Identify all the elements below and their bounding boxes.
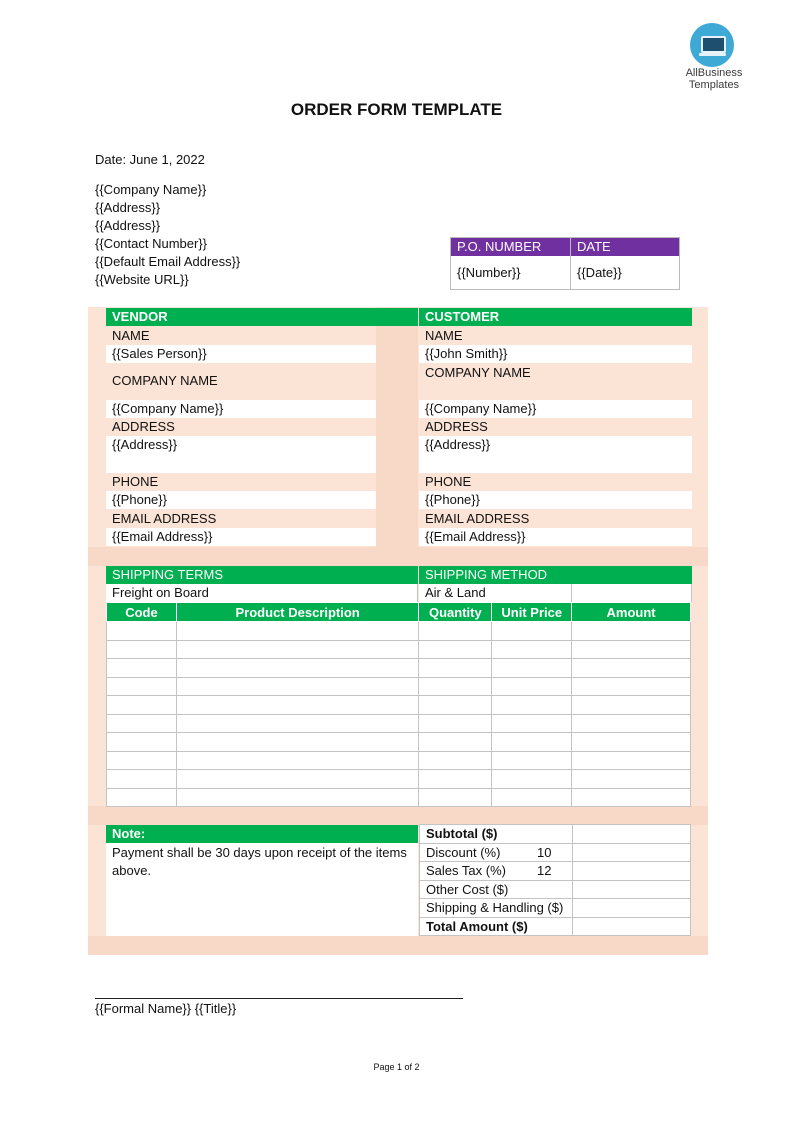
- item-description-cell[interactable]: [176, 659, 419, 678]
- item-unit-price-cell[interactable]: [492, 788, 572, 807]
- address-line-1: {{Address}}: [95, 200, 161, 215]
- item-quantity-cell[interactable]: [419, 751, 492, 770]
- logo-text: [672, 67, 756, 91]
- item-amount-cell[interactable]: [572, 733, 691, 752]
- item-amount-cell[interactable]: [572, 622, 691, 641]
- item-description-cell[interactable]: [176, 770, 419, 789]
- item-quantity-cell[interactable]: [419, 788, 492, 807]
- page-footer: Page 1 of 2: [373, 1062, 420, 1072]
- website-line: {{Website URL}}: [95, 272, 189, 287]
- date-line: Date: June 1, 2022: [95, 152, 205, 167]
- logo-line-1: AllBusiness: [685, 67, 743, 79]
- item-quantity-cell[interactable]: [419, 622, 492, 641]
- item-code-cell[interactable]: [107, 640, 177, 659]
- item-amount-cell[interactable]: [572, 677, 691, 696]
- item-amount-cell[interactable]: [572, 640, 691, 659]
- contact-number-line: {{Contact Number}}: [95, 236, 208, 251]
- vendor-name-field[interactable]: {{Sales Person}}: [106, 345, 376, 363]
- item-description-cell[interactable]: [176, 640, 419, 659]
- item-amount-cell[interactable]: [572, 788, 691, 807]
- date-header: DATE: [577, 239, 611, 254]
- table-row: [107, 714, 691, 733]
- customer-address-field[interactable]: {{Address}}: [419, 436, 692, 473]
- item-amount-cell[interactable]: [572, 659, 691, 678]
- item-unit-price-cell[interactable]: [492, 622, 572, 641]
- customer-company-field[interactable]: {{Company Name}}: [419, 400, 692, 418]
- item-code-cell[interactable]: [107, 788, 177, 807]
- item-unit-price-cell[interactable]: [492, 714, 572, 733]
- sales-tax-value[interactable]: [572, 862, 690, 881]
- table-row: [107, 640, 691, 659]
- address-line-2: {{Address}}: [95, 218, 161, 233]
- item-description-cell[interactable]: [176, 733, 419, 752]
- item-quantity-cell[interactable]: [419, 659, 492, 678]
- item-unit-price-cell[interactable]: [492, 751, 572, 770]
- discount-label: Discount (%): [426, 844, 501, 860]
- laptop-icon: [701, 36, 726, 53]
- table-row: [107, 751, 691, 770]
- item-code-cell[interactable]: [107, 622, 177, 641]
- item-amount-cell[interactable]: [572, 751, 691, 770]
- item-description-cell[interactable]: [176, 696, 419, 715]
- column-header-quantity: Quantity: [419, 603, 492, 622]
- shipping-terms-field[interactable]: Freight on Board: [106, 584, 418, 602]
- table-row: [107, 677, 691, 696]
- table-row: [107, 733, 691, 752]
- vendor-company-label: COMPANY NAME: [112, 373, 218, 388]
- item-code-cell[interactable]: [107, 677, 177, 696]
- po-number-field[interactable]: {{Number}}: [451, 256, 571, 289]
- item-unit-price-cell[interactable]: [492, 640, 572, 659]
- other-cost-label: Other Cost ($): [420, 880, 573, 899]
- item-code-cell[interactable]: [107, 770, 177, 789]
- item-description-cell[interactable]: [176, 751, 419, 770]
- spacer-bar: [88, 806, 708, 825]
- customer-name-label: NAME: [425, 328, 463, 343]
- column-header-unit-price: Unit Price: [492, 603, 572, 622]
- item-quantity-cell[interactable]: [419, 733, 492, 752]
- subtotal-label: Subtotal ($): [420, 825, 573, 844]
- item-description-cell[interactable]: [176, 677, 419, 696]
- page-title: ORDER FORM TEMPLATE: [290, 100, 503, 119]
- item-unit-price-cell[interactable]: [492, 696, 572, 715]
- item-quantity-cell[interactable]: [419, 677, 492, 696]
- company-name-line: {{Company Name}}: [95, 182, 207, 197]
- customer-address-label: ADDRESS: [425, 419, 488, 434]
- column-header-description: Product Description: [176, 603, 419, 622]
- customer-header: CUSTOMER: [419, 308, 692, 326]
- subtotal-value[interactable]: [572, 825, 690, 844]
- sales-tax-cell: [420, 862, 573, 881]
- po-number-header: P.O. NUMBER: [451, 238, 571, 256]
- column-header-code: Code: [107, 603, 177, 622]
- column-header-amount: Amount: [572, 603, 691, 622]
- table-row: [107, 622, 691, 641]
- item-quantity-cell[interactable]: [419, 696, 492, 715]
- customer-phone-field[interactable]: {{Phone}}: [419, 491, 692, 509]
- vendor-phone-field[interactable]: {{Phone}}: [106, 491, 376, 509]
- email-line: {{Default Email Address}}: [95, 254, 241, 269]
- table-row: [107, 659, 691, 678]
- shipping-method-header: SHIPPING METHOD: [419, 566, 692, 584]
- total-amount-row: [420, 917, 691, 936]
- item-amount-cell[interactable]: [572, 714, 691, 733]
- sales-tax-rate[interactable]: 12: [537, 863, 552, 879]
- shipping-extra-field[interactable]: [572, 584, 692, 602]
- total-amount-value[interactable]: [572, 917, 690, 936]
- shipping-terms-header: SHIPPING TERMS: [106, 566, 418, 584]
- item-description-cell[interactable]: [176, 622, 419, 641]
- items-header-row: [107, 603, 691, 622]
- vendor-email-label: EMAIL ADDRESS: [112, 511, 217, 526]
- item-unit-price-cell[interactable]: [492, 770, 572, 789]
- item-quantity-cell[interactable]: [419, 714, 492, 733]
- customer-name-field[interactable]: {{John Smith}}: [419, 345, 692, 363]
- customer-email-field[interactable]: {{Email Address}}: [419, 528, 692, 546]
- spacer-bar: [88, 936, 708, 955]
- discount-row: [420, 843, 691, 862]
- shipping-handling-value[interactable]: [572, 899, 690, 918]
- items-table: [106, 602, 691, 807]
- item-code-cell[interactable]: [107, 733, 177, 752]
- customer-email-label: EMAIL ADDRESS: [425, 511, 530, 526]
- customer-phone-label: PHONE: [425, 474, 472, 489]
- shipping-method-field[interactable]: Air & Land: [419, 584, 572, 602]
- discount-cell: [420, 843, 573, 862]
- customer-company-label: COMPANY NAME: [425, 365, 531, 380]
- subtotal-row: [420, 825, 691, 844]
- item-unit-price-cell[interactable]: [492, 677, 572, 696]
- sales-tax-label: Sales Tax (%): [426, 863, 506, 879]
- vendor-header: VENDOR: [106, 308, 418, 326]
- vendor-email-field[interactable]: {{Email Address}}: [106, 528, 376, 546]
- other-cost-row: [420, 880, 691, 899]
- item-code-cell[interactable]: [107, 659, 177, 678]
- item-description-cell[interactable]: [176, 714, 419, 733]
- item-code-cell[interactable]: [107, 751, 177, 770]
- vendor-address-label: ADDRESS: [112, 419, 175, 434]
- vendor-company-field[interactable]: {{Company Name}}: [106, 400, 376, 418]
- item-code-cell[interactable]: [107, 714, 177, 733]
- totals-table: [419, 824, 691, 936]
- vendor-phone-label: PHONE: [112, 474, 159, 489]
- shipping-handling-label: Shipping & Handling ($): [420, 899, 573, 918]
- item-quantity-cell[interactable]: [419, 640, 492, 659]
- item-unit-price-cell[interactable]: [492, 659, 572, 678]
- note-header: Note:: [106, 825, 418, 843]
- item-code-cell[interactable]: [107, 696, 177, 715]
- note-text[interactable]: Payment shall be 30 days upon receipt of the items above.: [106, 843, 418, 936]
- vendor-address-field[interactable]: {{Address}}: [106, 436, 376, 473]
- signature-line: [95, 998, 463, 999]
- item-unit-price-cell[interactable]: [492, 733, 572, 752]
- table-row: [107, 770, 691, 789]
- po-date-field[interactable]: {{Date}}: [577, 265, 622, 280]
- discount-rate[interactable]: 10: [537, 844, 552, 860]
- sales-tax-row: [420, 862, 691, 881]
- po-box: [450, 237, 680, 290]
- table-row: [107, 788, 691, 807]
- shipping-handling-row: [420, 899, 691, 918]
- logo-line-2: Templates: [688, 79, 740, 91]
- discount-value[interactable]: [572, 843, 690, 862]
- signature-name: {{Formal Name}} {{Title}}: [95, 1001, 237, 1016]
- other-cost-value[interactable]: [572, 880, 690, 899]
- item-description-cell[interactable]: [176, 788, 419, 807]
- item-amount-cell[interactable]: [572, 696, 691, 715]
- allbusiness-logo-icon: [690, 23, 734, 67]
- table-row: [107, 696, 691, 715]
- item-amount-cell[interactable]: [572, 770, 691, 789]
- spacer-bar: [88, 547, 708, 566]
- total-amount-label: Total Amount ($): [420, 917, 573, 936]
- item-quantity-cell[interactable]: [419, 770, 492, 789]
- vendor-name-label: NAME: [112, 328, 150, 343]
